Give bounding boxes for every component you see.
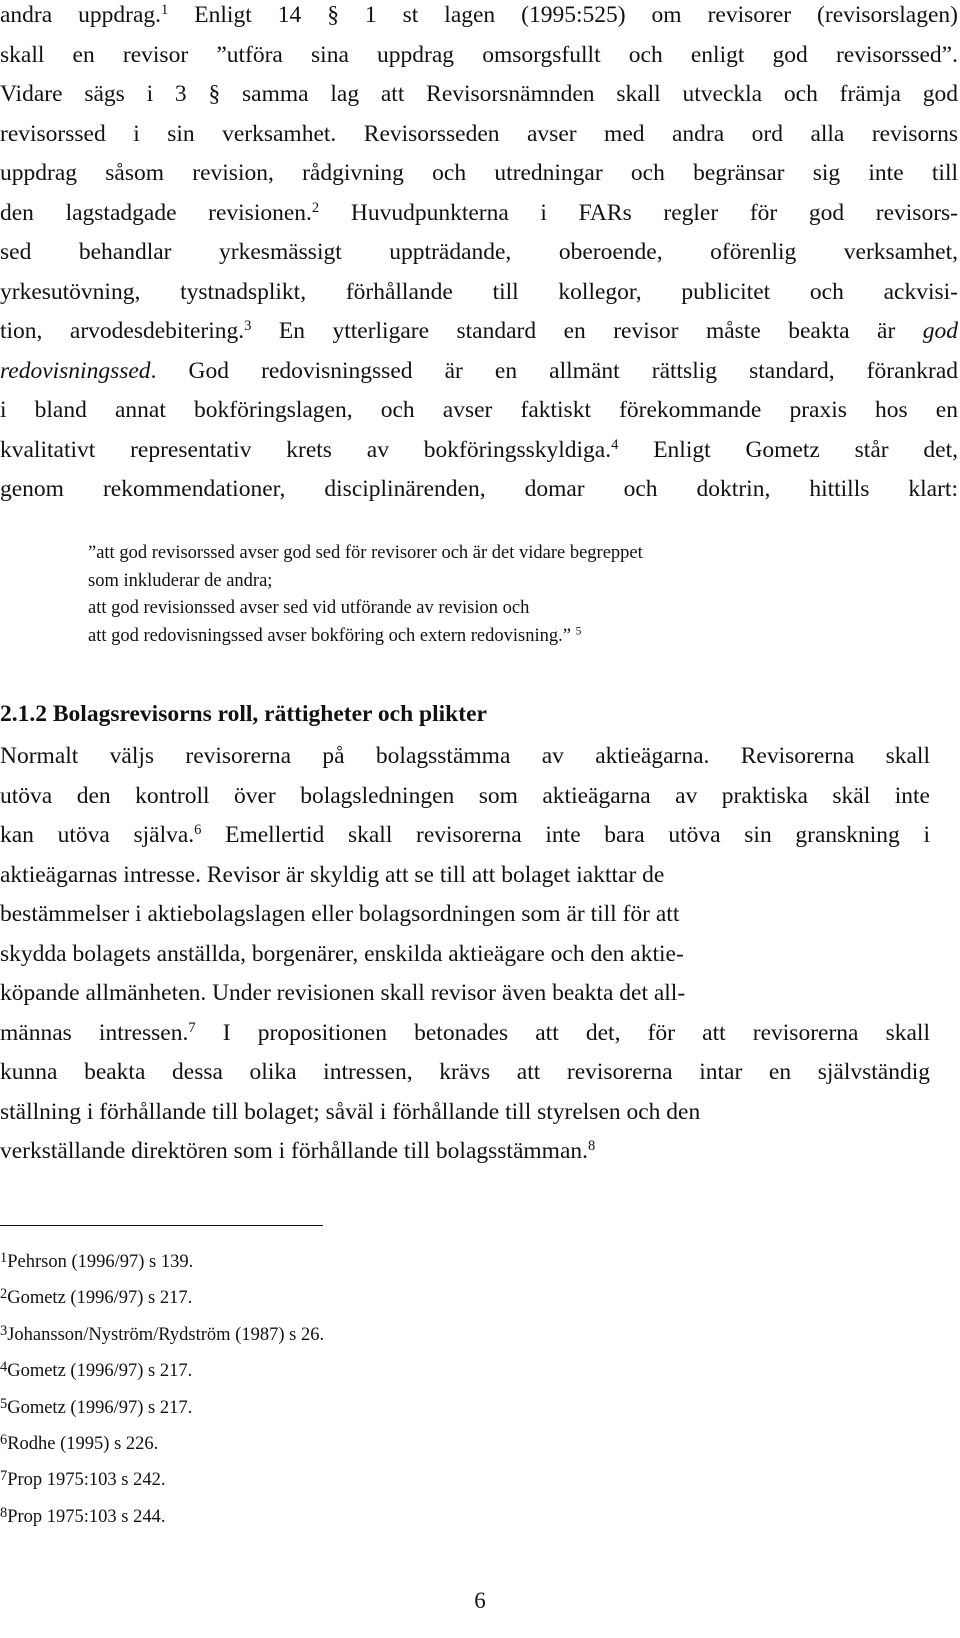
text-line	[0, 777, 930, 817]
quote-line: som inkluderar de andra;	[88, 570, 273, 591]
text-line	[0, 895, 930, 935]
text-run: skydda bolagets anställda, borgenärer, enskilda aktieägare och den aktie-	[0, 940, 684, 967]
text-line	[0, 737, 930, 777]
text-line	[0, 273, 958, 313]
footnote-text: Prop 1975:103 s 244.	[7, 1506, 166, 1527]
text-line	[0, 1014, 930, 1054]
page-number: 6	[474, 1588, 486, 1613]
text-line	[0, 816, 930, 856]
quote-line: ”att god revisorssed avser god sed för revisorer och är det vidare begreppet	[88, 543, 643, 563]
footnote-text: Gometz (1996/97) s 217.	[7, 1397, 193, 1418]
text-run: i bland annat bokföringslagen, och avser faktiskt förekommande praxis hos en	[0, 397, 958, 423]
footnote-ref: 3	[244, 318, 252, 334]
text-line	[0, 431, 958, 471]
text-line	[0, 194, 958, 234]
footnote-ref: 1	[161, 2, 169, 18]
text-run: Enligt Gometz står det,	[618, 436, 958, 463]
footnotes	[0, 1244, 600, 1535]
footnote-text: Gometz (1996/97) s 217.	[7, 1288, 193, 1309]
text-line	[0, 115, 958, 155]
footnote-text: Johansson/Nyström/Rydström (1987) s 26.	[7, 1324, 325, 1345]
text-run: tion, arvodesdebitering.	[0, 318, 245, 344]
footnote	[0, 1499, 600, 1535]
text-run: att god redovisningssed avser bokföring och extern redovisning.”	[88, 625, 571, 646]
footnote-ref: 5	[575, 625, 582, 638]
footnote-mark: 6	[0, 1431, 8, 1448]
footnote-mark: 2	[0, 1286, 8, 1303]
text-line	[0, 974, 930, 1014]
footnote-ref: 7	[188, 1019, 196, 1036]
text-run: genom rekommendationer, disciplinärenden, domar och doktrin, hittills klart:	[0, 476, 958, 502]
text-run: Emellertid skall revisorerna inte bara utöva sin granskning i	[201, 822, 930, 848]
text-run: . God redovisningssed är en allmänt rättslig standard, förankrad	[150, 357, 958, 384]
footnote-ref: 6	[194, 822, 202, 838]
text-line	[0, 935, 930, 975]
text-run: kvalitativt representativ krets av bokföringsskyldiga.	[0, 436, 612, 463]
text-line	[0, 0, 958, 36]
footnote-ref: 4	[611, 436, 619, 453]
text-line	[0, 75, 958, 115]
text-line	[0, 1132, 930, 1172]
italic-term: redovisningssed	[0, 357, 151, 384]
footnote-text: Rodhe (1995) s 226.	[7, 1434, 159, 1455]
text-run: kunna beakta dessa olika intressen, krävs att revisorerna intar en självständig	[0, 1059, 930, 1085]
text-run: köpande allmänheten. Under revisionen skall revisor även beakta det all-	[0, 980, 686, 1006]
text-run: En ytterligare standard en revisor måste beakta är	[251, 318, 896, 344]
text-line	[0, 1093, 930, 1133]
footnote-mark: 8	[0, 1504, 8, 1521]
text-line	[0, 36, 958, 76]
text-run: utöva den kontroll över bolagsledningen som aktieägarna av praktiska skäl inte	[0, 782, 930, 809]
footnote	[0, 1353, 600, 1389]
text-run: kan utöva själva.	[0, 822, 195, 848]
text-run: uppdrag såsom revision, rådgivning och utredningar och begränsar sig inte till	[0, 160, 958, 186]
text-run: andra uppdrag.	[0, 2, 162, 28]
quote-line: att god revisionssed avser sed vid utförande av revision och	[88, 598, 530, 618]
footnote-mark: 3	[0, 1322, 8, 1339]
body-paragraph	[0, 737, 930, 1172]
text-run: skall en revisor ”utföra sina uppdrag omsorgsfullt och enligt god revisorssed”.	[0, 41, 958, 68]
text-run: Vidare sägs i 3 § samma lag att Revisorsnämnden skall utveckla och främja god	[0, 81, 958, 107]
text-run: I propositionen betonades att det, för att revisorerna skall	[195, 1019, 930, 1046]
footnote-divider	[0, 1225, 323, 1226]
footnote-mark: 7	[0, 1468, 8, 1485]
footnote-mark: 5	[0, 1395, 8, 1412]
text-line	[0, 470, 958, 510]
text-line	[0, 391, 958, 431]
footnote-text: Prop 1975:103 s 242.	[7, 1470, 166, 1491]
text-run: männas intressen.	[0, 1019, 189, 1046]
footnote-ref: 8	[588, 1138, 596, 1154]
footnote-text: Gometz (1996/97) s 217.	[7, 1361, 193, 1382]
footnote	[0, 1317, 600, 1353]
text-run: yrkesutövning, tystnadsplikt, förhållande till kollegor, publicitet och ackvisi-	[0, 278, 958, 305]
text-line	[0, 233, 958, 273]
footnote	[0, 1462, 600, 1498]
footnote	[0, 1244, 600, 1280]
footnote	[0, 1390, 600, 1426]
footnote	[0, 1280, 600, 1316]
text-run: Normalt väljs revisorerna på bolagsstämma av aktieägarna. Revisorerna skall	[0, 743, 930, 769]
footnote-mark: 1	[0, 1249, 8, 1266]
footnote-ref: 2	[311, 199, 320, 216]
text-run: bestämmelser i aktiebolagslagen eller bolagsordningen som är till för att	[0, 901, 680, 927]
text-run: Huvudpunkterna i FARs regler för god revisors-	[319, 199, 958, 226]
text-line	[0, 352, 958, 392]
footnote-text: Pehrson (1996/97) s 139.	[7, 1252, 194, 1272]
footnote	[0, 1426, 600, 1462]
text-run: revisorssed i sin verksamhet. Revisorsseden avser med andra ord alla revisorns	[0, 120, 958, 147]
text-line	[0, 1053, 930, 1093]
text-run: sed behandlar yrkesmässigt uppträdande, oberoende, oförenlig verksamhet,	[0, 239, 958, 265]
quote-line	[88, 623, 848, 651]
footnote-mark: 4	[0, 1359, 8, 1376]
body-paragraph	[0, 0, 958, 510]
text-run: verkställande direktören som i förhållande till bolagsstämman.	[0, 1138, 588, 1164]
text-run: den lagstadgade revisionen.	[0, 199, 312, 226]
text-line	[0, 154, 958, 194]
text-run: ställning i förhållande till bolaget; såväl i förhållande till styrelsen och den	[0, 1098, 701, 1125]
text-line	[0, 312, 958, 352]
section-heading: 2.1.2 Bolagsrevisorns roll, rättigheter och plikter	[0, 701, 487, 727]
text-run: aktieägarnas intresse. Revisor är skyldig att se till att bolaget iakttar de	[0, 861, 665, 888]
text-run: Enligt 14 § 1 st lagen (1995:525) om revisorer (revisorslagen)	[168, 2, 958, 28]
text-line	[0, 856, 930, 896]
italic-term: god	[895, 318, 958, 344]
block-quote	[88, 540, 848, 650]
